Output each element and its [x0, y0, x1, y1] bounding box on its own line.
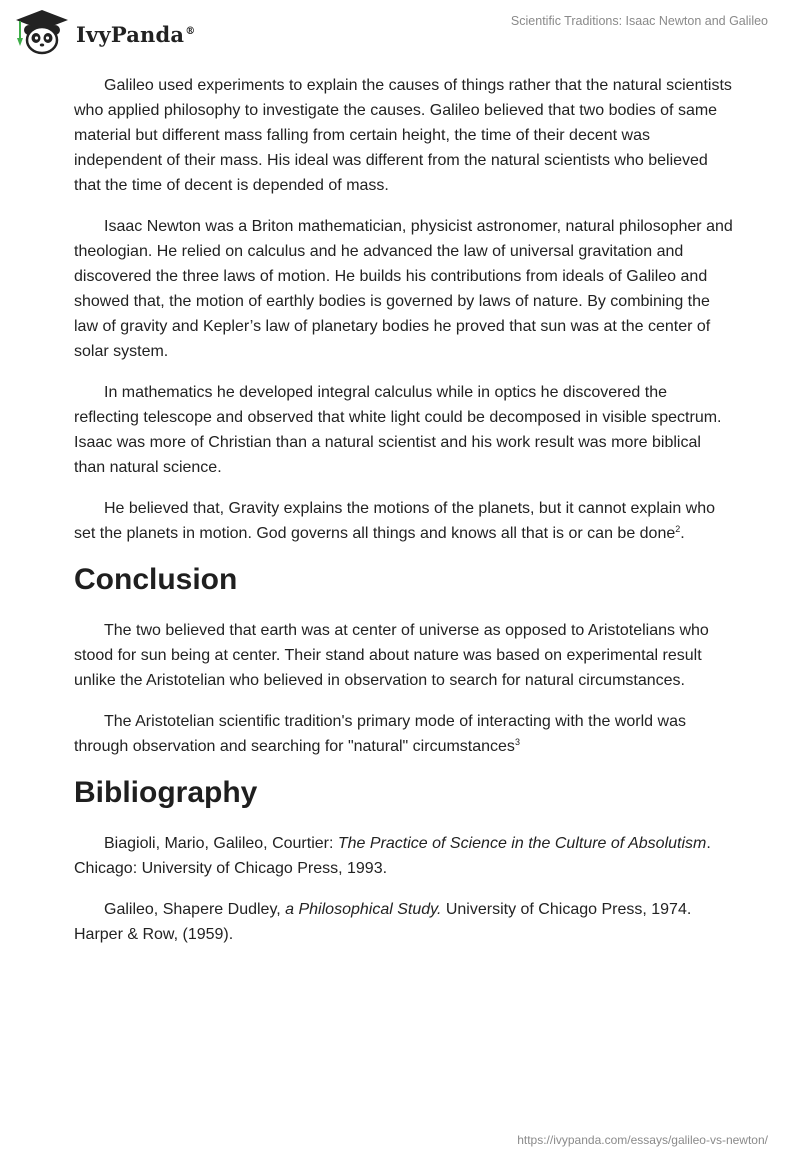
body-paragraph: Isaac Newton was a Briton mathematician, physicist astronomer, natural philosopher and theologian. He relied on calculus and he advanced the law of universal gravitation and discovered the three laws of motion. He builds his contributions from ideals of Galileo and showed that, the motion of earthly bodies is governed by laws of nature. By combining the law of gravity and Kepler’s law of planetary bodies he proved that sun was at the center of solar system. — [74, 218, 733, 360]
footnote-ref[interactable]: 2 — [675, 524, 681, 534]
entry-title: a Philosophical Study. — [285, 901, 442, 918]
conclusion-paragraph: The two believed that earth was at center of universe as opposed to Aristotelians who stood for sun being at center. Their stand about nature was based on experimental result unlike the Aristotelian who believed in observation to search for natural circumstances. — [74, 622, 709, 689]
body-paragraph: Galileo used experiments to explain the causes of things rather that the natural scientists who applied philosophy to investigate the causes. Galileo believed that two bodies of same material but different mass falling from certain height, the time of their decent was independent of their mass. His ideal was different from the natural scientists who believed that the time of decent is depended of mass. — [74, 77, 732, 194]
registered-mark: ® — [185, 25, 196, 37]
ivypanda-logo[interactable] — [14, 8, 195, 56]
page-header — [0, 0, 800, 62]
source-url[interactable]: https://ivypanda.com/essays/galileo-vs-newton/ — [517, 1133, 768, 1147]
bibliography-heading: Bibliography — [74, 776, 258, 809]
paragraph-end: . — [680, 525, 685, 542]
footnote-ref[interactable]: 3 — [514, 737, 520, 747]
entry-publisher: University of Chicago Press, 1974. Harper & Row, (1959). — [74, 901, 692, 943]
brand-name: IvyPanda® — [76, 21, 196, 47]
document-title: Scientific Traditions: Isaac Newton and Galileo — [510, 14, 768, 28]
paragraph-text: The Aristotelian scientific tradition's primary mode of interacting with the world was through observation and searching for "natural" circumstances — [74, 713, 686, 755]
bibliography-entry — [74, 897, 734, 947]
body-paragraph-with-footnote — [74, 496, 734, 546]
entry-authors: Galileo, Shapere Dudley, — [104, 901, 286, 918]
conclusion-heading: Conclusion — [74, 563, 238, 596]
panda-graduate-icon — [14, 8, 70, 56]
body-paragraph: In mathematics he developed integral calculus while in optics he discovered the reflecting telescope and observed that white light could be decomposed in visible spectrum. Isaac was more of Christian than a natural scientist and his work result was more biblical than natural science. — [74, 384, 722, 476]
entry-publisher: . Chicago: University of Chicago Press, 1993. — [74, 835, 711, 877]
entry-title: The Practice of Science in the Culture of Absolutism — [337, 835, 707, 852]
article-body — [74, 73, 734, 963]
bibliography-entry — [74, 831, 734, 881]
paragraph-text: He believed that, Gravity explains the motions of the planets, but it cannot explain who set the planets in motion. God governs all things and knows all that is or can be done — [74, 500, 716, 542]
conclusion-paragraph-with-footnote — [74, 709, 734, 759]
entry-authors: Biagioli, Mario, Galileo, Courtier: — [104, 835, 338, 852]
